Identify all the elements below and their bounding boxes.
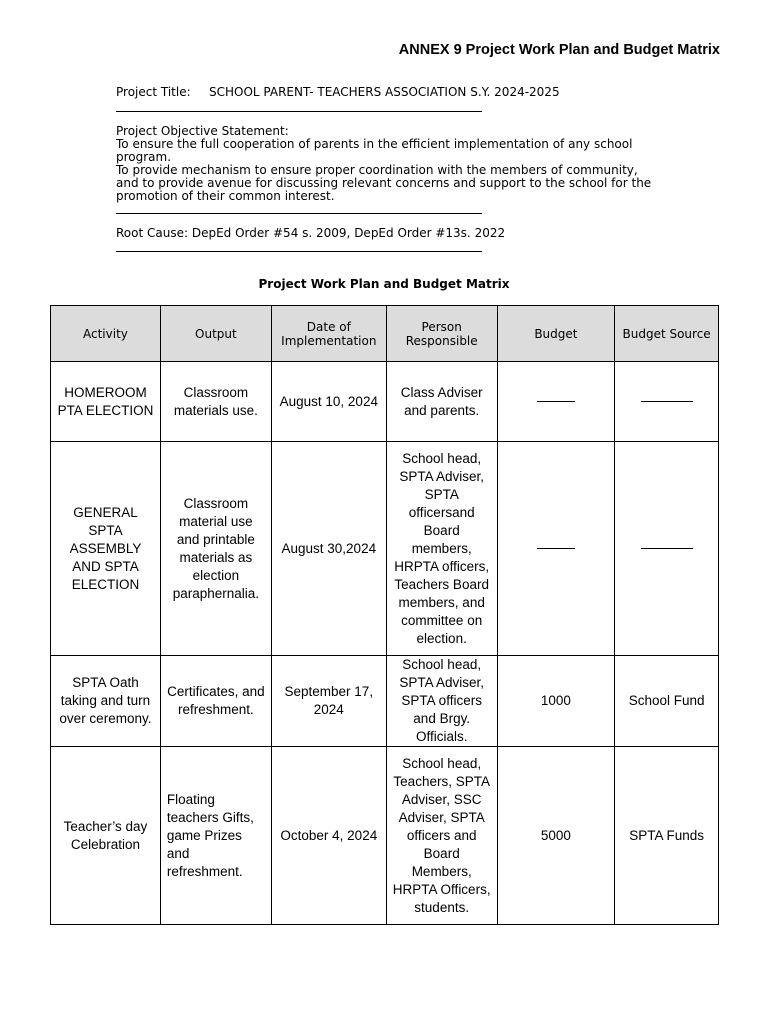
header-budget: Budget xyxy=(497,306,615,362)
blank-line xyxy=(537,401,575,402)
cell-output: Certificates, and refreshment. xyxy=(160,656,271,747)
cell-date: August 30,2024 xyxy=(271,442,386,656)
cell-budget xyxy=(497,362,615,442)
cell-source xyxy=(615,442,719,656)
project-title-value: SCHOOL PARENT- TEACHERS ASSOCIATION S.Y. 2024-2025 xyxy=(209,85,560,99)
cell-activity: HOMEROOM PTA ELECTION xyxy=(51,362,161,442)
cell-date: October 4, 2024 xyxy=(271,747,386,925)
header-date: Date of Implementation xyxy=(271,306,386,362)
project-title-label: Project Title: xyxy=(116,85,191,99)
header-activity: Activity xyxy=(51,306,161,362)
table-row xyxy=(51,656,719,747)
cell-activity: SPTA Oath taking and turn over ceremony. xyxy=(51,656,161,747)
table-row xyxy=(51,442,719,656)
cell-activity: GENERAL SPTA ASSEMBLY AND SPTA ELECTION xyxy=(51,442,161,656)
table-row xyxy=(51,747,719,925)
project-title-row xyxy=(116,86,656,99)
cell-activity: Teacher’s day Celebration xyxy=(51,747,161,925)
cell-person: School head, Teachers, SPTA Adviser, SSC Adviser, SPTA officers and Board Members, HRPTA Officers, students. xyxy=(386,747,497,925)
cell-source: School Fund xyxy=(615,656,719,747)
cell-output: Classroom materials use. xyxy=(160,362,271,442)
cell-date: August 10, 2024 xyxy=(271,362,386,442)
cell-output: Floating teachers Gifts, game Prizes and refreshment. xyxy=(160,747,271,925)
objective-label: Project Objective Statement: xyxy=(116,124,289,138)
cell-budget: 5000 xyxy=(497,747,615,925)
cell-person: School head, SPTA Adviser, SPTA officersand Board members, HRPTA officers, Teachers Board members, and committee on election. xyxy=(386,442,497,656)
cell-person: School head, SPTA Adviser, SPTA officers and Brgy. Officials. xyxy=(386,656,497,747)
annex-title: ANNEX 9 Project Work Plan and Budget Matrix xyxy=(398,42,720,58)
cell-date: September 17, 2024 xyxy=(271,656,386,747)
table-header-row xyxy=(51,306,719,362)
cell-source xyxy=(615,362,719,442)
matrix-title: Project Work Plan and Budget Matrix xyxy=(258,277,510,291)
header-person: Person Responsible xyxy=(386,306,497,362)
divider xyxy=(116,251,482,252)
header-output: Output xyxy=(160,306,271,362)
objective-line-2: To provide mechanism to ensure proper coordination with the members of community, and to provide avenue for discussing relevant concerns and support to the school for the promotion of their common interest. xyxy=(116,163,652,203)
objective-line-1: To ensure the full cooperation of parents in the efficient implementation of any school program. xyxy=(116,137,633,164)
table-row xyxy=(51,362,719,442)
cell-person: Class Adviser and parents. xyxy=(386,362,497,442)
blank-line xyxy=(537,548,575,549)
divider xyxy=(116,111,482,112)
cell-budget: 1000 xyxy=(497,656,615,747)
work-plan-table xyxy=(50,305,719,925)
cell-output: Classroom material use and printable materials as election paraphernalia. xyxy=(160,442,271,656)
objective-section xyxy=(116,125,656,203)
cell-source: SPTA Funds xyxy=(615,747,719,925)
blank-line xyxy=(641,401,693,402)
cell-budget xyxy=(497,442,615,656)
root-cause: Root Cause: DepEd Order #54 s. 2009, DepEd Order #13s. 2022 xyxy=(116,226,506,240)
header-source: Budget Source xyxy=(615,306,719,362)
blank-line xyxy=(641,548,693,549)
divider xyxy=(116,213,482,214)
